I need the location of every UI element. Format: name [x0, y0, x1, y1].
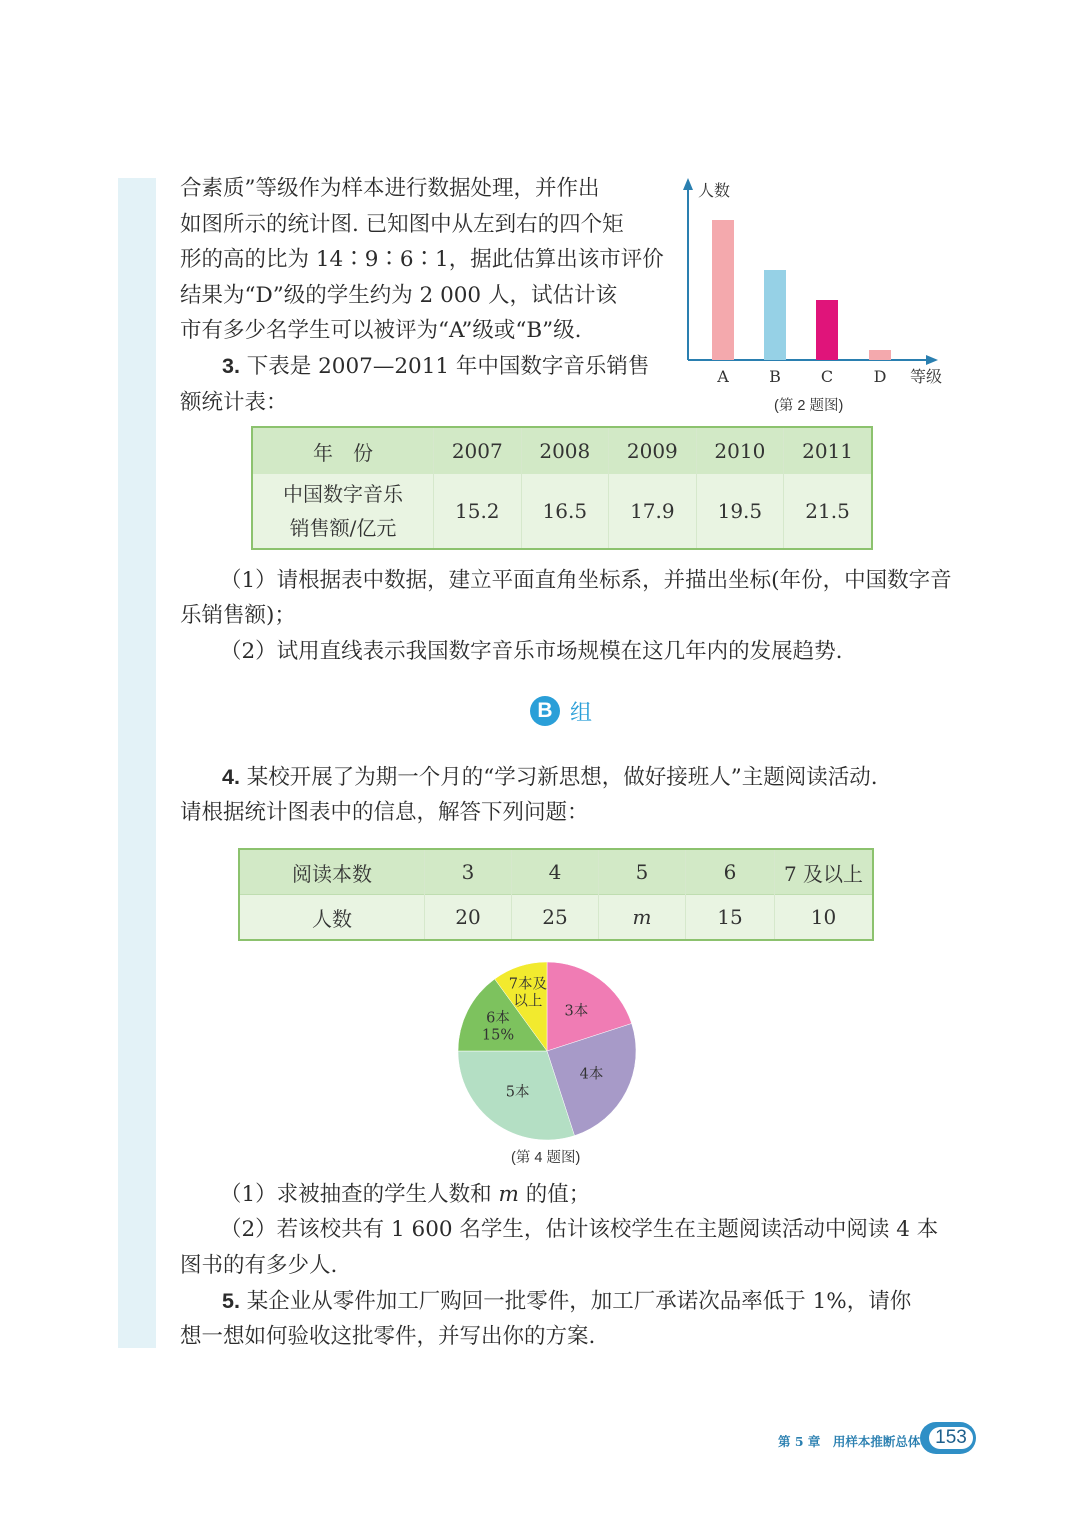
p2-line: 市有多少名学生可以被评为“A”级或“B”级. [180, 318, 582, 343]
bar-chart [676, 174, 956, 394]
chapter-footer: 第 5 章 用样本推断总体 [778, 1434, 921, 1449]
page-number-badge [920, 1422, 976, 1454]
problem-4-number: 4. [222, 765, 240, 789]
y-axis-label: 人数 [698, 181, 731, 200]
q4-1 [220, 1177, 590, 1213]
table-header-cell: 2007 [434, 427, 522, 474]
table-cell: 17.9 [609, 474, 697, 549]
pie-chart [452, 958, 642, 1144]
sales-table [251, 426, 873, 550]
q3-1-line1: （1）请根据表中数据，建立平面直角坐标系，并描出坐标(年份，中国数字音 [220, 568, 952, 593]
x-tick-label: D [873, 367, 887, 386]
q3-1-line2: 乐销售额)； [180, 603, 296, 628]
table-cell: 10 [775, 895, 874, 941]
reading-table [238, 848, 874, 941]
problem-4-text: 某校开展了为期一个月的“学习新思想，做好接班人”主题阅读活动. [246, 765, 878, 790]
row-label-line: 中国数字音乐 [283, 482, 403, 506]
pie-label: 7本及以上 [508, 976, 547, 1010]
table-row [239, 849, 873, 895]
table-header-cell: 2011 [784, 427, 872, 474]
group-badge: B [530, 696, 560, 726]
table-row [252, 474, 872, 549]
table-cell: m [599, 895, 686, 941]
bar-chart-caption: (第 2 题图) [774, 398, 844, 414]
problem-4-line2: 请根据统计图表中的信息，解答下列问题： [180, 800, 589, 825]
bar-C [816, 300, 838, 360]
table-header-cell: 5 [599, 849, 686, 895]
margin-sidebar [118, 178, 156, 1348]
table-header-cell: 阅读本数 [239, 849, 425, 895]
pie-label: 4本 [579, 1066, 604, 1083]
q4-1-var: m [498, 1182, 519, 1207]
table-header-cell: 2008 [521, 427, 609, 474]
table-cell: 21.5 [784, 474, 872, 549]
q3-2: （2）试用直线表示我国数字音乐市场规模在这几年内的发展趋势. [220, 639, 843, 664]
problem-3-number: 3. [222, 354, 240, 378]
bar-A [712, 220, 734, 360]
problem-5-line2: 想一想如何验收这批零件，并写出你的方案. [180, 1324, 596, 1349]
p2-line: 结果为“D”级的学生约为 2 000 人，试估计该 [180, 283, 617, 308]
pie-chart-caption: (第 4 题图) [511, 1150, 581, 1166]
table-row [252, 427, 872, 474]
problem-4-line1 [222, 760, 878, 796]
q4-2-line1: （2）若该校共有 1 600 名学生，估计该校学生在主题阅读活动中阅读 4 本 [220, 1217, 939, 1242]
table-cell: 19.5 [696, 474, 784, 549]
pie-label: 3本 [564, 1003, 589, 1020]
bar-D [869, 350, 891, 360]
q4-2-line2: 图书的有多少人. [180, 1253, 338, 1278]
group-b-heading [530, 694, 592, 728]
table-cell: 15.2 [434, 474, 522, 549]
group-label: 组 [570, 700, 593, 726]
x-axis-label: 等级 [910, 367, 943, 386]
table-row-label: 人数 [239, 895, 425, 941]
x-tick-label: B [769, 367, 781, 386]
problem-5-line1 [222, 1284, 911, 1320]
table-header-cell: 4 [512, 849, 599, 895]
p2-line: 如图所示的统计图. 已知图中从左到右的四个矩 [180, 212, 624, 237]
row-label-line: 销售额/亿元 [289, 516, 397, 540]
q4-1-pre: （1）求被抽查的学生人数和 [220, 1182, 499, 1207]
table-cell: 25 [512, 895, 599, 941]
pie-label: 6本 15% [481, 1010, 515, 1044]
q4-1-post: 的值； [518, 1182, 591, 1207]
x-tick-label: A [717, 367, 729, 386]
p2-line: 合素质”等级作为样本进行数据处理，并作出 [180, 176, 600, 201]
x-tick-label: C [820, 367, 834, 386]
problem-5-number: 5. [222, 1289, 240, 1313]
pie-label: 5本 [505, 1084, 530, 1101]
table-header-cell: 2010 [696, 427, 784, 474]
table-header-cell: 年 份 [252, 427, 434, 474]
table-row-label [252, 474, 434, 549]
table-row [239, 895, 873, 941]
y-axis-arrow [683, 178, 693, 190]
table-header-cell: 7 及以上 [775, 849, 874, 895]
problem-5-text: 某企业从零件加工厂购回一批零件，加工厂承诺次品率低于 1%，请你 [246, 1289, 912, 1314]
p2-line: 形的高的比为 14∶9∶6∶1，据此估算出该市评价 [180, 247, 664, 272]
problem-3-line1 [222, 349, 649, 385]
bar-B [764, 270, 786, 360]
problem-3-text: 下表是 2007—2011 年中国数字音乐销售 [246, 354, 650, 379]
page-number: 153 [929, 1427, 973, 1449]
table-cell: 16.5 [521, 474, 609, 549]
table-cell: 15 [686, 895, 775, 941]
table-cell: 20 [425, 895, 512, 941]
table-header-cell: 3 [425, 849, 512, 895]
table-header-cell: 6 [686, 849, 775, 895]
x-axis-arrow [926, 355, 938, 365]
table-header-cell: 2009 [609, 427, 697, 474]
problem-3-line2: 额统计表： [180, 390, 288, 415]
